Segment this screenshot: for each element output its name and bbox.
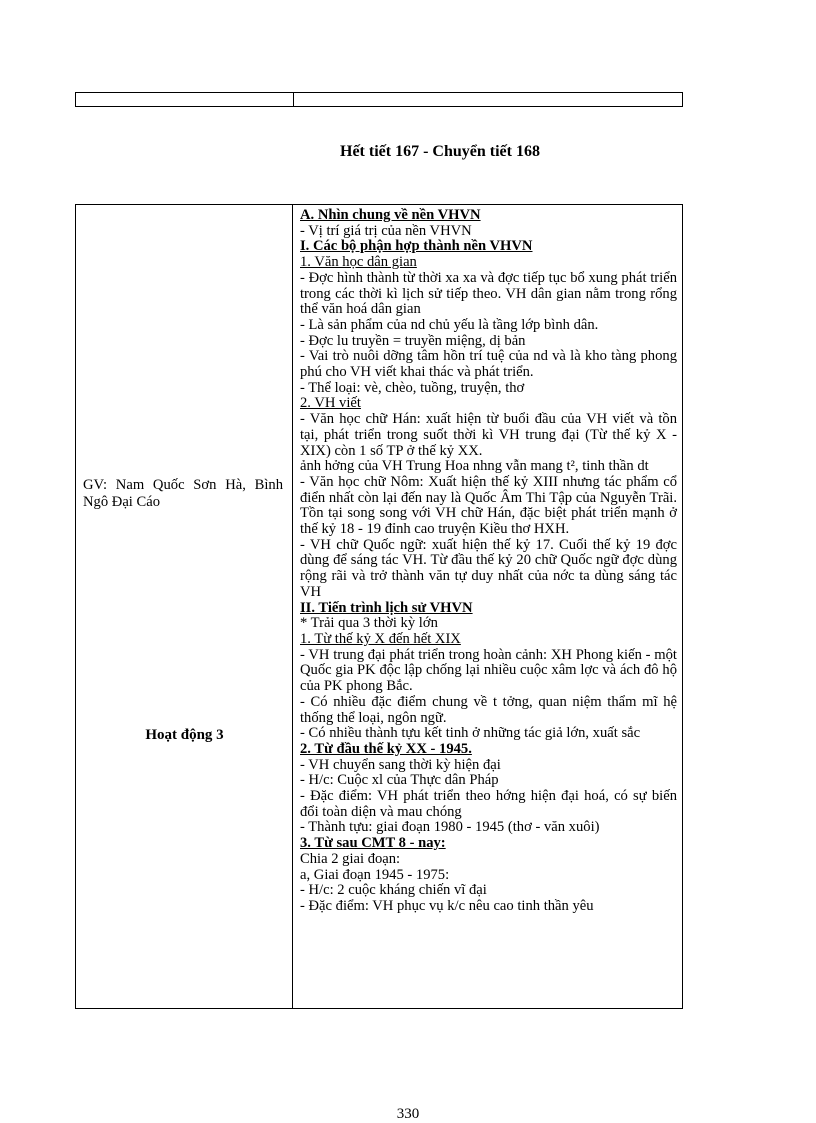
subsection-heading: 2. Từ đầu thế kỷ XX - 1945. <box>300 740 472 757</box>
content-line: - Văn học chữ Nôm: Xuất hiện thế kỷ XIII nhưng tác phẩm cổ điển nhất còn lại đến nay là Quốc Âm Thi Tập của Nguyễn Trãi. Tồn tại song song với VH chữ Hán, đặc biệt phát triển mạnh ở thế kỷ 18 - 19 đỉnh cao truyện Kiều thơ HXH. <box>300 473 677 538</box>
content-line: - Là sản phẩm của nd chủ yếu là tầng lớp bình dân. <box>300 316 599 333</box>
content-line: - Đợc hình thành từ thời xa xa và đợc tiếp tục bổ xung phát triển trong các thời kì lịch sử tiếp theo. VH dân gian nằm trong rổng thể văn hoá dân gian <box>300 269 677 318</box>
content-line: - Có nhiều đặc điểm chung về t tởng, quan niệm thẩm mĩ hệ thống thể loại, ngôn ngữ. <box>300 693 677 726</box>
subsection-heading: 3. Từ sau CMT 8 - nay: <box>300 835 446 852</box>
content-line: - VH chuyển sang thời kỳ hiện đại <box>300 756 501 773</box>
section-a-heading: A. Nhìn chung về nền VHVN <box>300 207 481 223</box>
teacher-notes: GV: Nam Quốc Sơn Hà, Bình Ngô Đại Cáo <box>83 477 283 510</box>
content-line: - Đặc điểm: VH phát triển theo hớng hiện đại hoá, có sự biến đổi toàn diện và mau chóng <box>300 788 677 820</box>
content-line: - VH trung đại phát triển trong hoàn cảnh: XH Phong kiến - một Quốc gia PK độc lập chống lại nhiều cuộc xâm lợc và ách đô hộ của PK phong Bắc. <box>300 646 677 695</box>
content-line: - Thể loại: vè, chèo, tuồng, truyện, thơ <box>300 379 525 396</box>
content-line: - Thành tựu: giai đoạn 1980 - 1945 (thơ - văn xuôi) <box>300 819 600 836</box>
content-line: - Văn học chữ Hán: xuất hiện từ buổi đầu của VH viết và tồn tại, phát triển trong suốt thời kì VH trung đại (Từ thế kỷ X - XIX) còn 1 số TP ở thế kỷ XX. <box>300 411 677 459</box>
top-table-cell-left <box>76 93 294 106</box>
content-line: - Đợc lu truyền = truyền miệng, dị bản <box>300 332 526 349</box>
content-line: ảnh hởng của VH Trung Hoa nhng vẫn mang t², tinh thần dt <box>300 458 649 475</box>
section-ii-heading: II. Tiến trình lịch sử VHVN <box>300 599 473 616</box>
subsection-heading: 1. Văn học dân gian <box>300 254 417 271</box>
content-line: - VH chữ Quốc ngữ: xuất hiện thế kỷ 17. Cuối thế kỷ 19 đợc dùng để sáng tác VH. Từ đầu thế kỷ 20 chữ Quốc ngữ đợc dùng rộng rãi và trở thành văn tự duy nhất của nớc ta dùng sáng tác VH <box>300 536 677 600</box>
content-line: - H/c: Cuộc xl của Thực dân Pháp <box>300 772 499 789</box>
section-i-heading: I. Các bộ phận hợp thành nền VHVN <box>300 238 533 255</box>
subsection-heading: 2. VH viết <box>300 395 361 412</box>
content-line: - H/c: 2 cuộc kháng chiến vĩ đại <box>300 882 487 899</box>
content-line: Chia 2 giai đoạn: <box>300 850 401 867</box>
top-table-cell-right <box>294 93 682 106</box>
subsection-heading: 1. Từ thế kỷ X đến hết XIX <box>300 630 461 647</box>
lesson-table <box>75 204 683 1009</box>
content-line: - Đặc điểm: VH phục vụ k/c nêu cao tinh thần yêu <box>300 897 594 914</box>
content-line: - Có nhiều thành tựu kết tinh ở những tác giả lớn, xuất sắc <box>300 725 641 742</box>
content-line: - Vai trò nuôi dỡng tâm hồn trí tuệ của nd và là kho tàng phong phú cho VH viết khai thác và phát triển. <box>300 348 677 381</box>
lesson-table-right-cell <box>293 205 682 1008</box>
top-empty-table <box>75 92 683 107</box>
section-heading: Hết tiết 167 - Chuyển tiết 168 <box>340 143 540 160</box>
content-line: * Trải qua 3 thời kỳ lớn <box>300 615 438 632</box>
content-line: - Vị trí giá trị của nền VHVN <box>300 222 472 239</box>
content-line: a, Giai đoạn 1945 - 1975: <box>300 866 450 883</box>
page-number: 330 <box>396 1106 420 1122</box>
lesson-table-left-cell <box>76 205 293 1008</box>
activity-label: Hoạt động 3 <box>145 727 224 743</box>
